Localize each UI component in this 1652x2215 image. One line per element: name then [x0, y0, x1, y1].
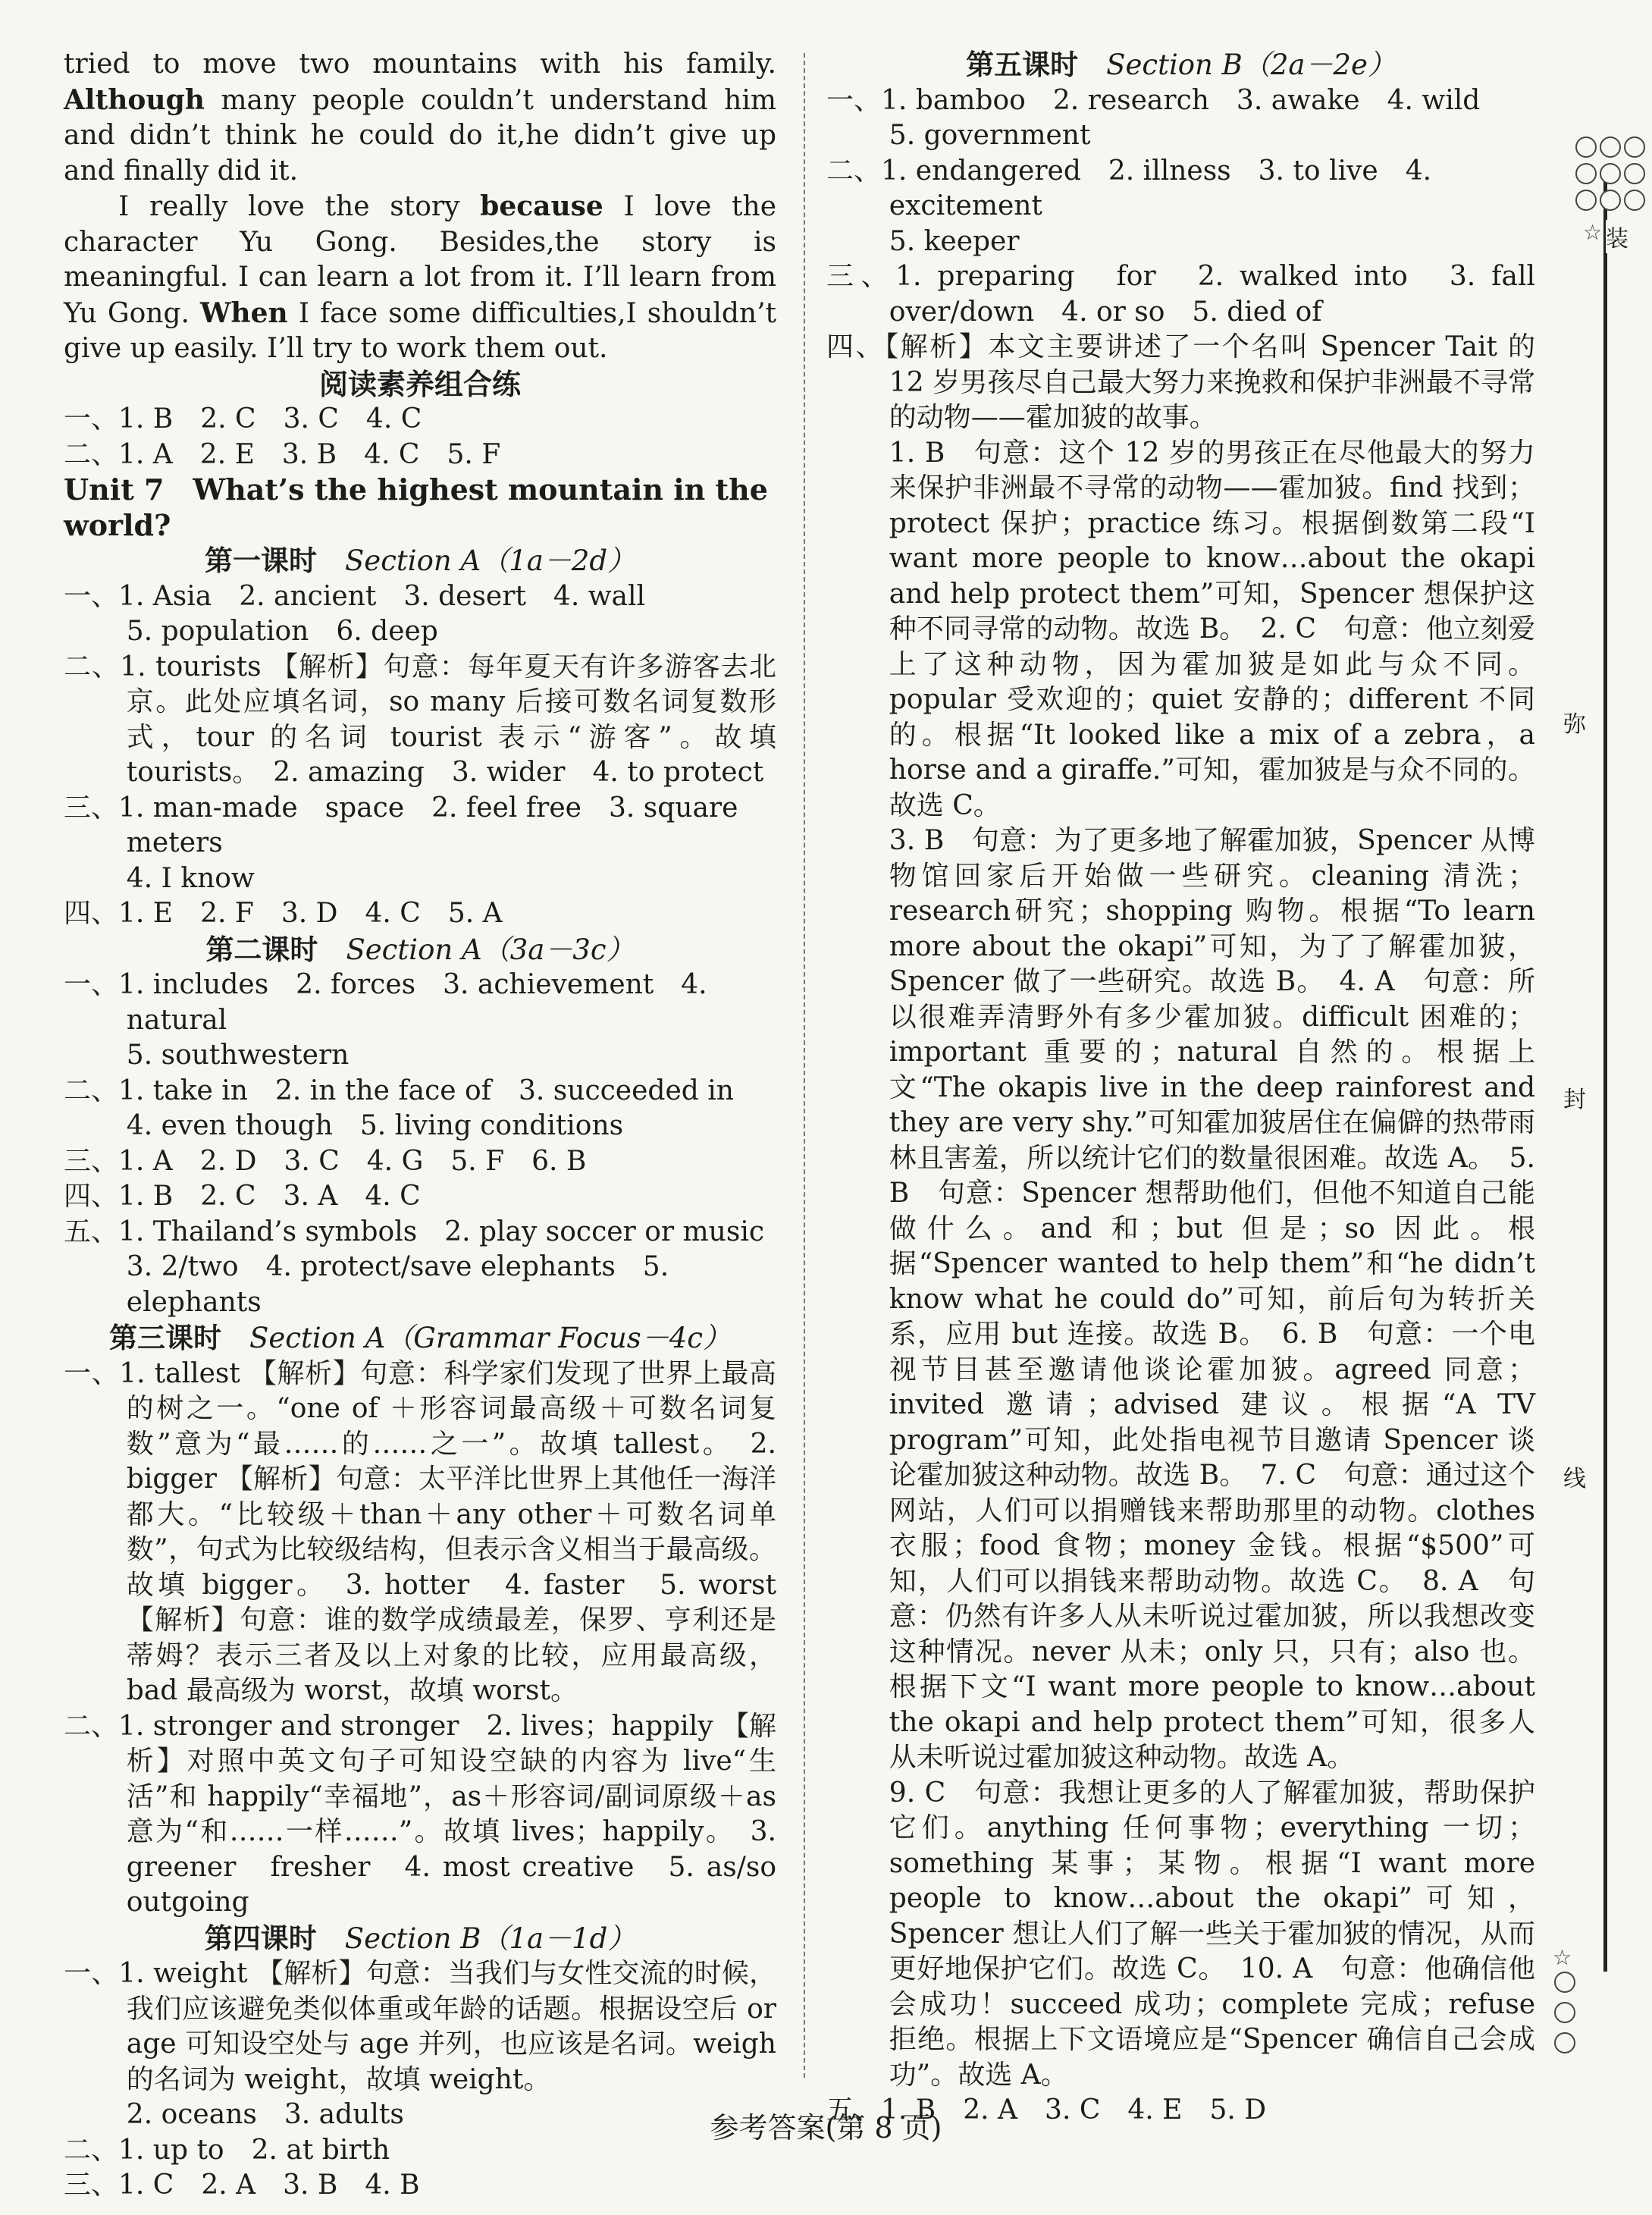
answer-item: 三、1. preparing for 2. walked into 3. fall over/down 4. or so 5. died of: [826, 261, 1535, 328]
binding-circle: [1575, 190, 1597, 211]
lesson-section: Section B（1a－1d）: [344, 1922, 636, 1955]
text-segment: I face some difficulties,I shouldn’t give up easily. I’ll try to work them out.: [64, 297, 776, 364]
binding-char: 装: [1606, 220, 1628, 253]
answer-line: 五、1. B 2. A 3. C 4. E 5. D: [826, 2094, 1267, 2126]
answer-line: 三、1. C 2. A 3. B 4. B: [64, 2170, 420, 2201]
text-segment: I love the character Yu Gong. Besides,the story is meaningful. I can learn a lot from it. I’ll learn from Yu Gong.: [64, 191, 776, 329]
lesson-name: 第五课时: [966, 48, 1079, 81]
lesson-heading: [64, 1921, 776, 1957]
answer-line: 三、1. A 2. D 3. C 4. G 5. F 6. B: [64, 1145, 587, 1177]
binding-circle: [1624, 163, 1645, 184]
left-column: [64, 47, 776, 2204]
binding-circle: [1575, 163, 1597, 184]
answer-line: 5. government: [889, 120, 1091, 151]
lesson-section: Section A（3a－3c）: [346, 933, 635, 966]
binding-circle: [1624, 190, 1645, 211]
explanation-paragraph: 9. C 句意：我想让更多的人了解霍加狓，帮助保护它们。anything 任何事物；everything 一切；something 某事；某物。根据“I want more people to know…about the okapi”可知，Spencer 想让人们了解一些关于霍加狓的情况，从而更好地保护它们。故选 C。 10. A 句意：他确信他会成功！succeed 成功；complete 完成；refuse 拒绝。根据上下文语境应是“Spencer 确信自己会成功”。故选 A。: [889, 1777, 1535, 2091]
lesson-name: 第一课时: [204, 544, 317, 577]
answer-line: 5. population 6. deep: [126, 616, 438, 647]
lesson-heading: [826, 47, 1535, 83]
answer-line: 5. keeper: [889, 225, 1020, 257]
binding-circle: [1575, 136, 1597, 158]
answer-item: 一、1. tallest 【解析】句意：科学家们发现了世界上最高的树之一。“one of ＋形容词最高级＋可数名词复数”意为“最……的……之一”。故填 tallest。 2. bigger 【解析】句意：太平洋比世界上其他任一海洋都大。“比较级＋than＋any other＋可数名词单数”，句式为比较级结构，但表示含义相当于最高级。故填 bigger。 3. hotter 4. faster 5. worst 【解析】句意：谁的数学成绩最差，保罗、亨利还是蒂姆？表示三者及以上对象的比较，应用最高级，bad 最高级为 worst，故填 worst。: [64, 1357, 776, 1706]
section-heading: 阅读素养组合练: [318, 366, 521, 401]
lesson-name: 第三课时: [109, 1321, 222, 1354]
passage-paragraph: [64, 47, 776, 189]
bold-word: Although: [64, 83, 205, 116]
answer-line: 二、1. take in 2. in the face of 3. succeeded in: [64, 1075, 734, 1106]
answer-line: 3. 2/two 4. protect/save elephants 5. elephants: [126, 1251, 669, 1318]
passage-paragraph: [64, 189, 776, 367]
binding-circle: [1624, 136, 1645, 158]
binding-circle: [1554, 1972, 1575, 1993]
answer-line: 4. even though 5. living conditions: [126, 1110, 624, 1141]
text-segment: many people couldn’t understand him and didn’t think he could do it,he didn’t give up and finally did it.: [64, 84, 776, 187]
answer-item: 四、【解析】本文主要讲述了一个名叫 Spencer Tait 的 12 岁男孩尽自己最大努力来挽救和保护非洲最不寻常的动物——霍加狓的故事。: [826, 331, 1535, 433]
lesson-section: Section A（1a－2d）: [344, 544, 636, 577]
binding-char: 封: [1563, 1081, 1586, 1114]
answer-item: 一、1. weight 【解析】句意：当我们与女性交流的时候，我们应该避免类似体重或年龄的话题。根据设空后 or age 可知设空处与 age 并列，也应该是名词。weigh 的名词为 weight，故填 weight。: [64, 1958, 776, 2095]
lesson-section: Section B（2a－2e）: [1106, 49, 1396, 81]
answer-line: 一、1. Asia 2. ancient 3. desert 4. wall: [64, 580, 646, 612]
explanation-paragraph: 3. B 句意：为了更多地了解霍加狓，Spencer 从博物馆回家后开始做一些研究。cleaning 清洗；research研究；shopping 购物。根据“To learn more about the okapi”可知，为了了解霍加狓，Spencer 做了一些研究。故选 B。 4. A 句意：所以很难弄清野外有多少霍加狓。difficult 困难的；important 重要的；natural 自然的。根据上文“The okapis live in the deep rainforest and they are very shy.”可知霍加狓居住在偏僻的热带雨林且害羞，所以统计它们的数量很困难。故选 A。 5. B 句意：Spencer 想帮助他们，但他不知道自己能做什么。and 和；but 但是；so 因此。根据“Spencer wanted to help them”和“he didn’t know what he could do”可知，前后句为转折关系，应用 but 连接。故选 B。 6. B 句意：一个电视节目甚至邀请他谈论霍加狓。agreed 同意；invited 邀请；advised 建议。根据“A TV program”可知，此处指电视节目邀请 Spencer 谈论霍加狓这种动物。故选 B。 7. C 句意：通过这个网站，人们可以捐赠钱来帮助那里的动物。clothes 衣服；food 食物；money 金钱。根据“$500”可知，人们可以捐钱来帮助动物。故选 C。 8. A 句意：仍然有许多人从未听说过霍加狓，所以我想改变这种情况。never 从未；only 只，只有；also 也。根据下文“I want more people to know…about the okapi and help protect them”可知，很多人从未听说过霍加狓这种动物。故选 A。: [889, 825, 1535, 1773]
lesson-heading: [64, 932, 776, 968]
answer-line: 一、1. B 2. C 3. C 4. C: [64, 403, 422, 435]
binding-circle: [1600, 136, 1621, 158]
explanation-paragraph: 1. B 句意：这个 12 岁的男孩正在尽他最大的努力来保护非洲最不寻常的动物——霍加狓。find 找到；protect 保护；practice 练习。根据倒数第二段“I want more people to know…about the okapi and help protect them”可知，Spencer 想保护这种不同寻常的动物。故选 B。 2. C 句意：他立刻爱上了这种动物，因为霍加狓是如此与众不同。popular 受欢迎的；quiet 安静的；different 不同的。根据“It looked like a mix of a zebra，a horse and a giraffe.”可知，霍加狓是与众不同的。故选 C。: [889, 437, 1535, 821]
column-divider: [804, 53, 805, 2078]
unit-title: Unit 7 What’s the highest mountain in the world?: [64, 472, 768, 542]
answer-line: 三、1. man-made space 2. feel free 3. square meters: [64, 792, 738, 858]
lesson-name: 第二课时: [205, 932, 318, 966]
star-icon: ☆: [1583, 220, 1603, 245]
answer-line: 二、1. A 2. E 3. B 4. C 5. F: [64, 438, 501, 470]
lesson-name: 第四课时: [204, 1921, 317, 1955]
answer-line: 四、1. E 2. F 3. D 4. C 5. A: [64, 898, 503, 929]
binding-circle: [1554, 2032, 1575, 2053]
binding-circle: [1554, 2002, 1575, 2023]
bold-word: When: [199, 296, 288, 329]
binding-circle: [1600, 190, 1621, 211]
bold-word: because: [480, 190, 603, 222]
answer-line: 2. oceans 3. adults: [126, 2099, 404, 2130]
binding-circle: [1600, 163, 1621, 184]
lesson-section: Section A（Grammar Focus－4c）: [249, 1322, 731, 1354]
answer-line: 二、1. endangered 2. illness 3. to live 4. excitement: [826, 155, 1432, 221]
answer-line: 四、1. B 2. C 3. A 4. C: [64, 1181, 421, 1212]
answer-line: 5. southwestern: [126, 1040, 350, 1071]
answer-line: 4. I know: [126, 862, 255, 894]
answer-line: 二、1. up to 2. at birth: [64, 2134, 390, 2166]
lesson-heading: [64, 1320, 776, 1357]
answer-line: 一、1. bamboo 2. research 3. awake 4. wild: [826, 84, 1481, 116]
answer-item: 二、1. tourists 【解析】句意：每年夏天有许多游客去北京。此处应填名词，so many 后接可数名词复数形式，tour 的名词 tourist 表示“游客”。故填 tourists。 2. amazing 3. wider 4. to protect: [64, 651, 776, 788]
page-footer: 参考答案(第 8 页): [710, 2111, 942, 2144]
answer-line: 五、1. Thailand’s symbols 2. play soccer or music: [64, 1216, 765, 1247]
answer-line: 一、1. includes 2. forces 3. achievement 4. natural: [64, 969, 707, 1036]
lesson-heading: [64, 543, 776, 579]
star-icon: ☆: [1553, 1945, 1572, 1970]
binding-char: 线: [1563, 1460, 1586, 1493]
answer-item: 二、1. stronger and stronger 2. lives；happily 【解析】对照中英文句子可知设空缺的内容为 live“生活”和 happily“幸福地”，as＋形容词/副词原级＋as 意为“和……一样……”。故填 lives；happily。 3. greener fresher 4. most creative 5. as/so outgoing: [64, 1710, 776, 1918]
text-segment: tried to move two mountains with his family.: [64, 49, 776, 80]
binding-line: [1603, 174, 1607, 1972]
right-column: [826, 47, 1535, 2129]
binding-char: 弥: [1563, 705, 1586, 739]
text-segment: I really love the story: [118, 191, 481, 222]
